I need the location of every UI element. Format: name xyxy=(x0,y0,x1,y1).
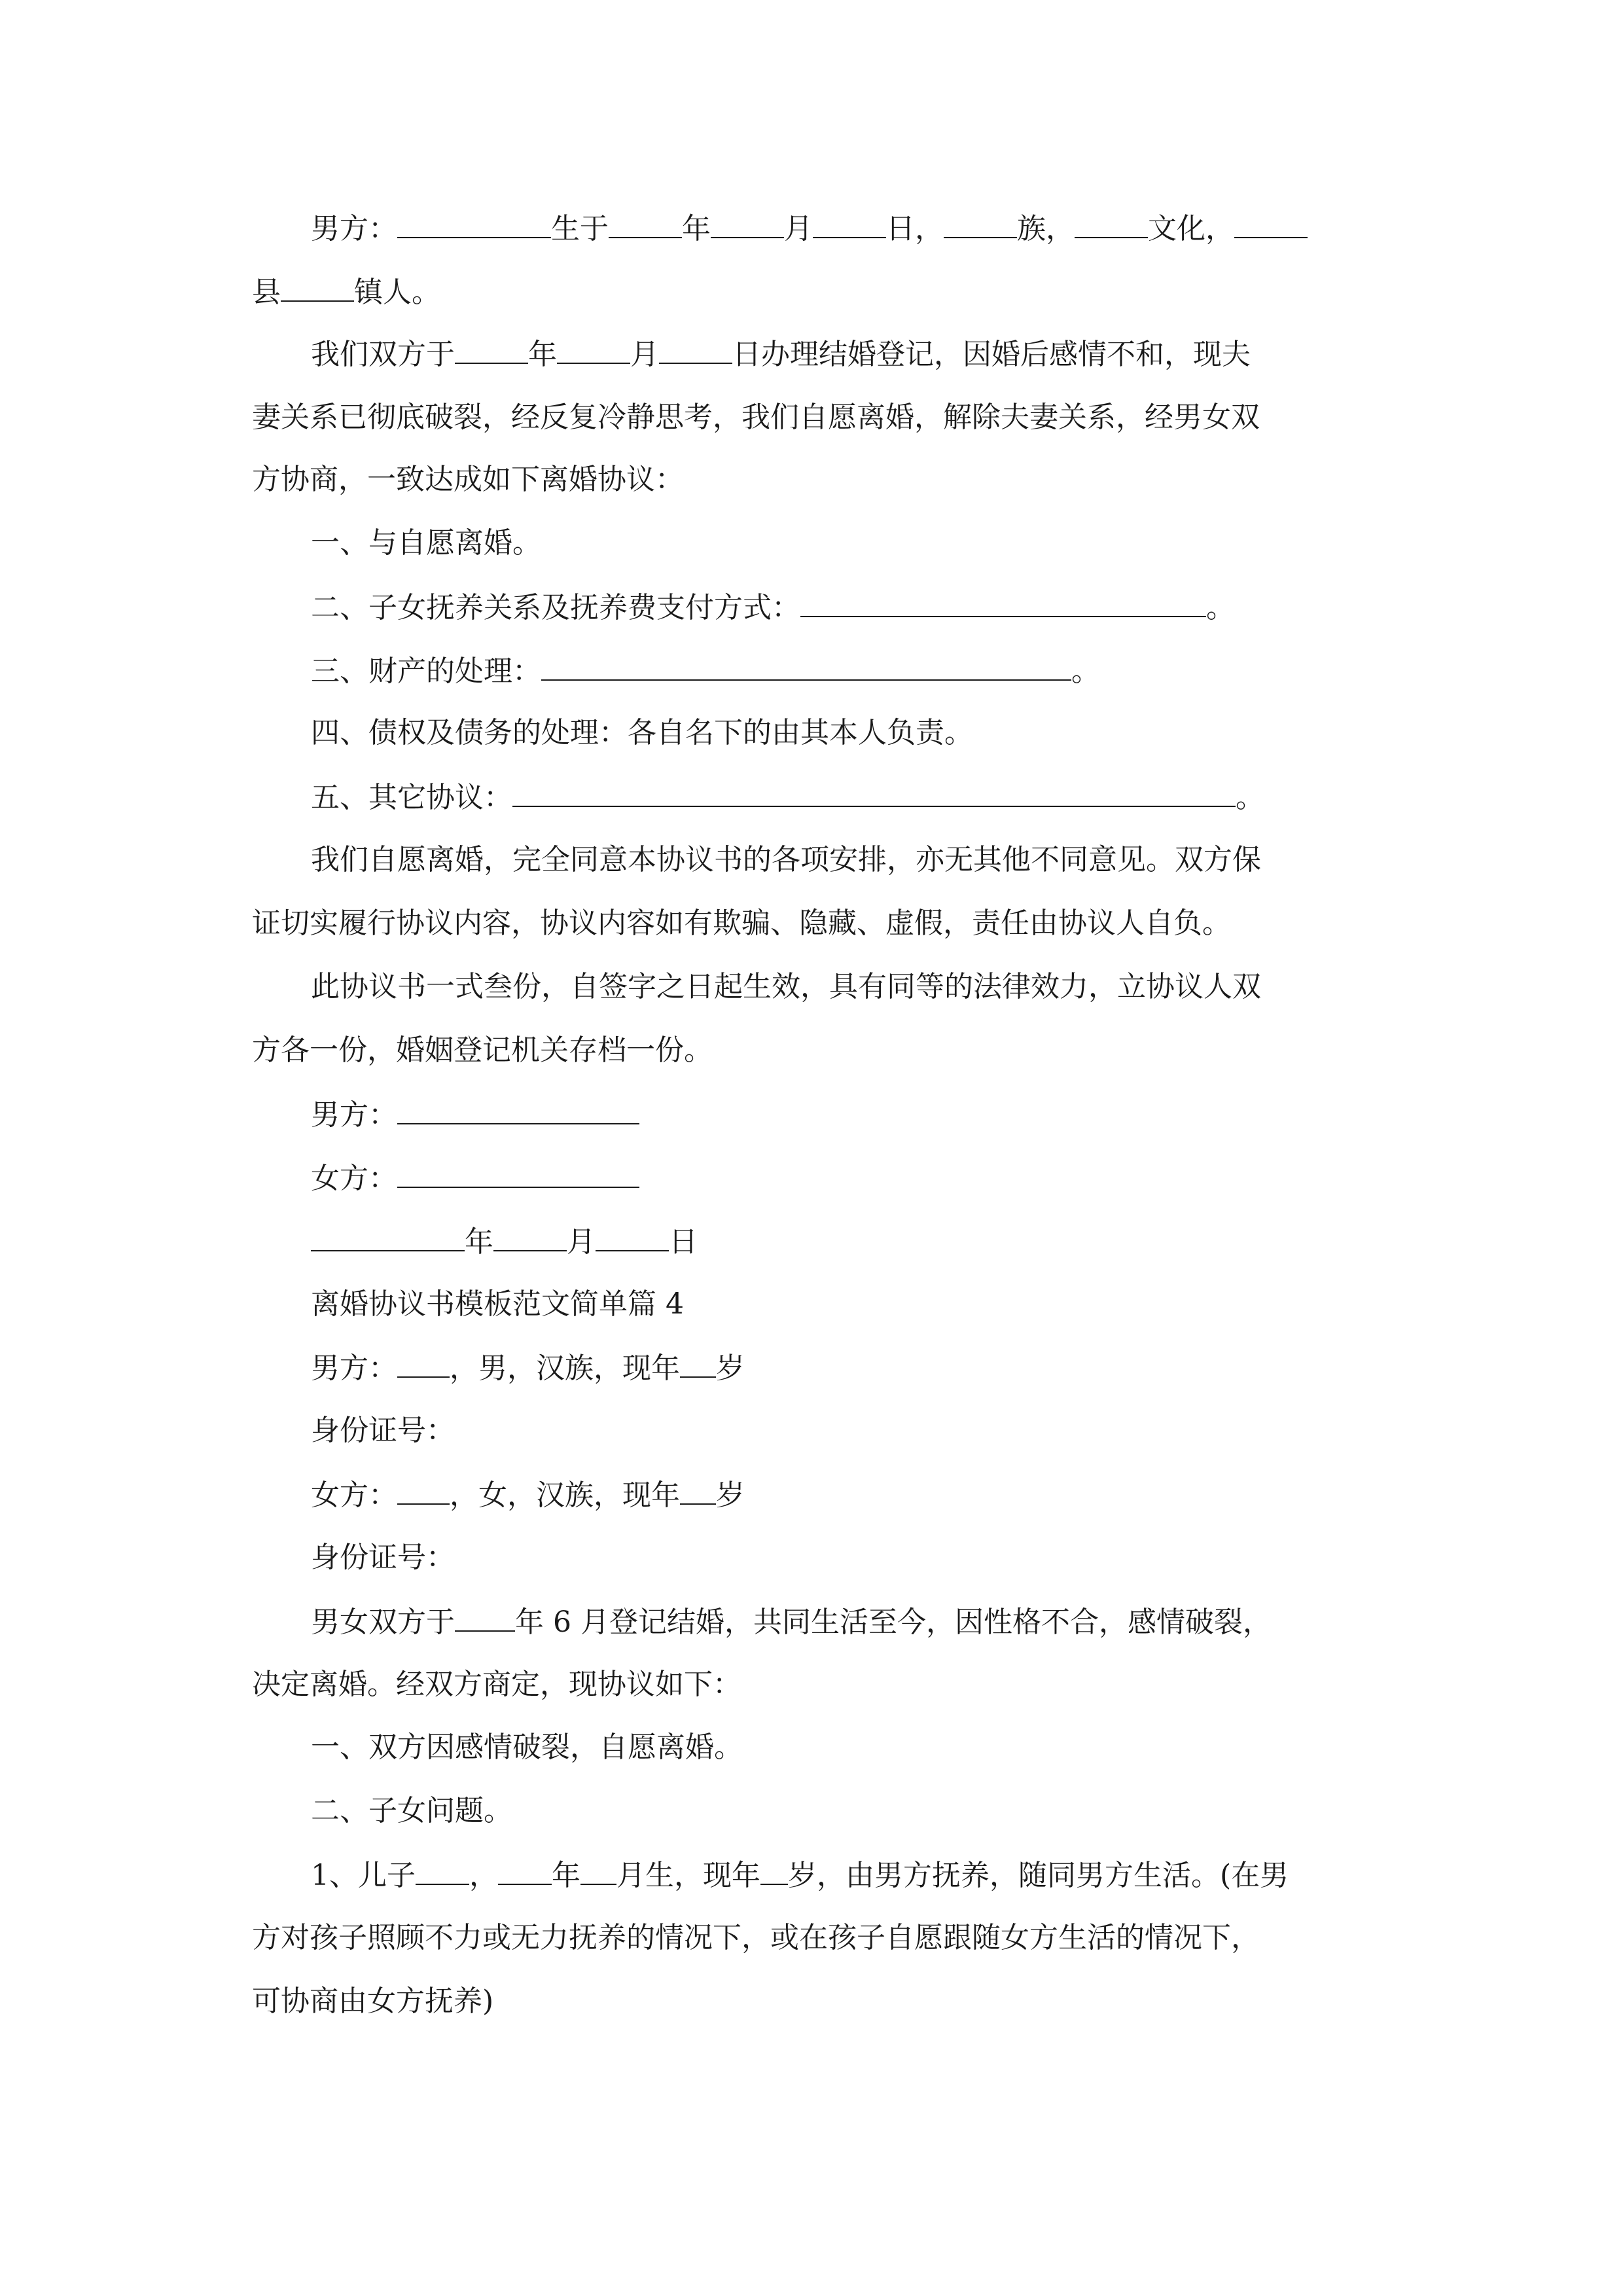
blank-field xyxy=(711,208,784,238)
male-signature-line xyxy=(311,1094,1378,1135)
text: 年 xyxy=(682,212,711,245)
text: 文化， xyxy=(1148,212,1234,245)
child-clause-line xyxy=(311,1855,1378,1895)
text: 月 xyxy=(784,212,813,245)
text: 男方： xyxy=(311,1098,397,1132)
date-line xyxy=(311,1221,1378,1262)
text: 年 xyxy=(552,1859,580,1892)
blank-field xyxy=(944,208,1017,238)
agreement-item-5 xyxy=(311,777,1378,817)
blank-field xyxy=(1075,208,1148,238)
text: 月 xyxy=(630,338,659,371)
text: 男方： xyxy=(311,1352,397,1385)
paragraph-line xyxy=(311,1602,1378,1642)
agreement-item-3 xyxy=(311,651,1378,691)
paragraph-line: 方各一份，婚姻登记机关存档一份。 xyxy=(252,1033,713,1067)
blank-field xyxy=(659,334,732,364)
text: 日 xyxy=(669,1225,698,1259)
blank-field xyxy=(680,1348,716,1378)
paragraph-line: 方协商，一致达成如下离婚协议： xyxy=(252,463,684,496)
blank-field xyxy=(609,208,682,238)
text: 二、子女抚养关系及抚养费支付方式： xyxy=(311,591,800,624)
agreement-item-4: 四、债权及债务的处理：各自名下的由其本人负责。 xyxy=(311,716,973,749)
blank-field xyxy=(541,651,1071,681)
blank-field xyxy=(397,1094,639,1124)
paragraph-line: 方对孩子照顾不力或无力抚养的情况下，或在孩子自愿跟随女方生活的情况下， xyxy=(252,1921,1260,1954)
text: 日办理结婚登记，因婚后感情不和，现夫 xyxy=(732,338,1251,371)
text: 五、其它协议： xyxy=(311,781,512,814)
paragraph-line xyxy=(311,334,1378,374)
blank-field xyxy=(1234,208,1308,238)
blank-field xyxy=(596,1221,669,1251)
paragraph-line: 证切实履行协议内容，协议内容如有欺骗、隐藏、虚假，责任由协议人自负。 xyxy=(252,906,1231,940)
text: 女方： xyxy=(311,1479,397,1512)
male-party-info-line-2 xyxy=(252,272,1378,312)
paragraph-line: 我们自愿离婚，完全同意本协议书的各项安排，亦无其他不同意见。双方保 xyxy=(311,843,1261,876)
text: 岁，由男方抚养，随同男方生活。(在男 xyxy=(788,1859,1289,1892)
blank-field xyxy=(397,208,551,238)
text: 镇人。 xyxy=(354,276,440,309)
text: 县 xyxy=(252,276,281,309)
text: 岁 xyxy=(716,1352,745,1385)
blank-field xyxy=(397,1158,639,1188)
text: 月 xyxy=(567,1225,596,1259)
blank-field xyxy=(813,208,886,238)
paragraph-line: 可协商由女方抚养) xyxy=(252,1984,494,2018)
agreement-item-2: 二、子女问题。 xyxy=(311,1794,512,1827)
blank-field xyxy=(557,334,630,364)
text: 族， xyxy=(1017,212,1075,245)
text: ， xyxy=(469,1859,498,1892)
blank-field xyxy=(397,1475,450,1505)
text: 年 6 月登记结婚，共同生活至今，因性格不合，感情破裂， xyxy=(515,1605,1272,1639)
text: 年 xyxy=(528,338,557,371)
text: 三、财产的处理： xyxy=(311,655,541,688)
text: 1、儿子 xyxy=(311,1859,416,1892)
blank-field xyxy=(397,1348,450,1378)
female-id-line: 身份证号： xyxy=(311,1541,455,1574)
text: ，男，汉族，现年 xyxy=(450,1352,680,1385)
text: ，女，汉族，现年 xyxy=(450,1479,680,1512)
female-info-line xyxy=(311,1475,1378,1515)
blank-field xyxy=(311,1221,465,1251)
text: 。 xyxy=(1071,655,1100,688)
text: 年 xyxy=(465,1225,493,1259)
text: 岁 xyxy=(716,1479,745,1512)
blank-field xyxy=(281,272,354,302)
text: 女方： xyxy=(311,1162,397,1195)
paragraph-line: 决定离婚。经双方商定，现协议如下： xyxy=(252,1668,741,1701)
blank-field xyxy=(680,1475,716,1505)
blank-field xyxy=(416,1855,469,1885)
text: 日， xyxy=(886,212,944,245)
text: 生于 xyxy=(551,212,609,245)
agreement-item-2 xyxy=(311,587,1378,628)
female-signature-line xyxy=(311,1158,1378,1198)
paragraph-line: 妻关系已彻底破裂，经反复冷静思考，我们自愿离婚，解除夫妻关系，经男女双 xyxy=(252,401,1260,434)
agreement-item-1: 一、与自愿离婚。 xyxy=(311,526,541,560)
text: 。 xyxy=(1236,781,1264,814)
blank-field xyxy=(493,1221,567,1251)
blank-field xyxy=(512,777,1236,807)
blank-field xyxy=(455,1602,515,1632)
male-party-info-line-1 xyxy=(311,208,1378,249)
text: 。 xyxy=(1206,591,1235,624)
blank-field xyxy=(455,334,528,364)
agreement-item-1: 一、双方因感情破裂，自愿离婚。 xyxy=(311,1731,743,1764)
text: 男方： xyxy=(311,212,397,245)
blank-field xyxy=(800,587,1206,617)
male-id-line: 身份证号： xyxy=(311,1414,455,1447)
blank-field xyxy=(580,1855,616,1885)
text: 月生，现年 xyxy=(616,1859,760,1892)
text: 男女双方于 xyxy=(311,1605,455,1639)
blank-field xyxy=(498,1855,552,1885)
male-info-line xyxy=(311,1348,1378,1388)
blank-field xyxy=(760,1855,788,1885)
text: 我们双方于 xyxy=(311,338,455,371)
section-heading: 离婚协议书模板范文简单篇 4 xyxy=(311,1287,684,1321)
paragraph-line: 此协议书一式叁份，自签字之日起生效，具有同等的法律效力，立协议人双 xyxy=(311,970,1261,1003)
